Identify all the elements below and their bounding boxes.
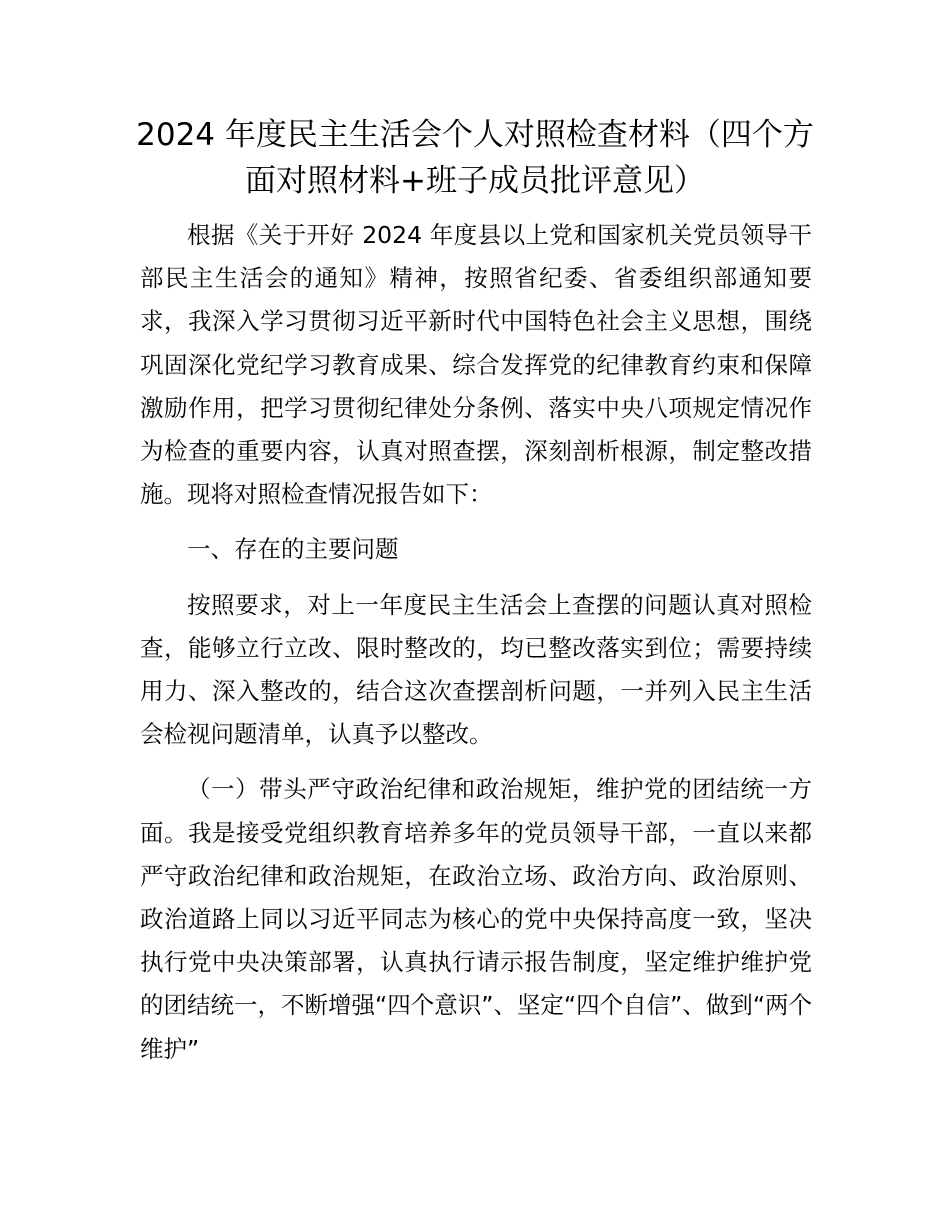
section-heading: 一、存在的主要问题: [187, 535, 399, 564]
intro-paragraph: 根据《关于开好 2024 年度县以上党和国家机关党员领导干部民主生活会的通知》精神，按照省纪委、省委组织部通知要求，我深入学习贯彻习近平新时代中国特色社会主义思想，围绕巩固深化党纪学习教育成果、综合发挥党的纪律教育约束和保障激励作用，把学习贯彻纪律处分条例、落实中央八项规定情况作为检查的重要内容，认真对照查摆，深刻剖析根源，制定整改措施。现将对照检查情况报告如下：: [140, 221, 812, 509]
document-title: 2024 年度民主生活会个人对照检查材料（四个方面对照材料+班子成员批评意见）: [136, 117, 814, 199]
document-body: [140, 214, 812, 1071]
body-paragraph: 按照要求，对上一年度民主生活会上查摆的问题认真对照检查，能够立行立改、限时整改的，均已整改落实到位；需要持续用力、深入整改的，结合这次查摆剖析问题，一并列入民主生活会检视问题清单，认真予以整改。: [140, 590, 812, 749]
subsection-paragraph: （一）带头严守政治纪律和政治规矩，维护党的团结统一方面。我是接受党组织教育培养多年的党员领导干部，一直以来都严守政治纪律和政治规矩，在政治立场、政治方向、政治原则、政治道路上同以习近平同志为核心的党中央保持高度一致，坚决执行党中央决策部署，认真执行请示报告制度，坚定维护维护党的团结统一，不断增强“四个意识”、坚定“四个自信”、做到“两个维护”: [140, 775, 812, 1063]
